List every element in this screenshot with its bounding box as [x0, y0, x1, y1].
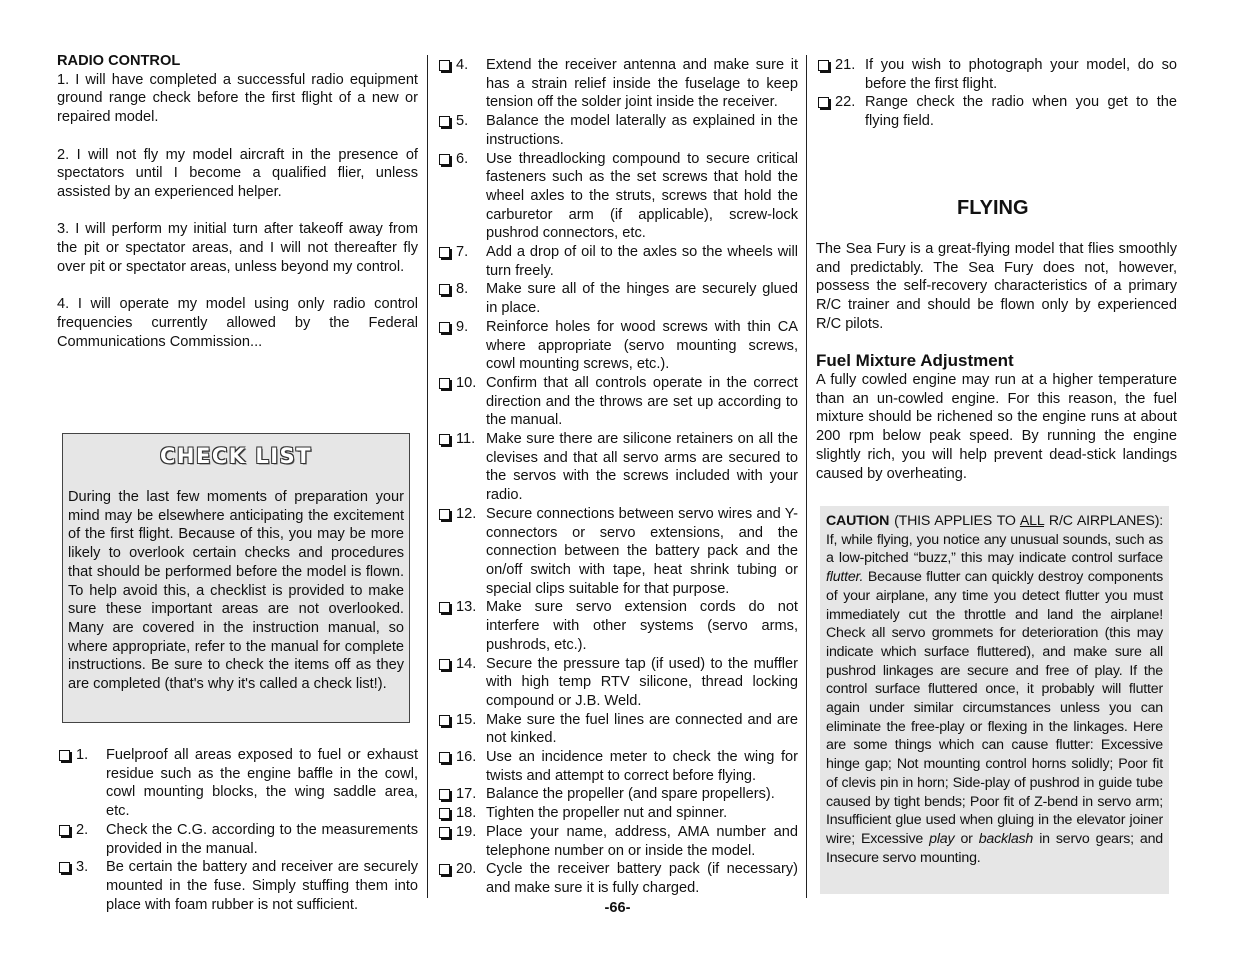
radio-rule-2: 2. I will not fly my model aircraft in the presence of spectators until I become a qualified flier, unless assisted by an experienced helper.	[57, 146, 418, 200]
checklist-item[interactable]: 18. Tighten the propeller nut and spinner.	[437, 804, 798, 823]
checkbox-icon[interactable]	[439, 864, 450, 875]
checklist-title: CHECK LIST	[160, 444, 312, 468]
caution-play-word: play	[929, 830, 955, 847]
checklist-item[interactable]: 21. If you wish to photograph your model, do so before the first flight.	[816, 56, 1177, 93]
radio-control-heading: RADIO CONTROL	[57, 53, 181, 69]
checkbox-icon[interactable]	[59, 750, 70, 761]
checklist-items-col3	[816, 56, 1177, 131]
checklist-item[interactable]: 22. Range check the radio when you get to the flying field.	[816, 93, 1177, 130]
checkbox-icon[interactable]	[439, 434, 450, 445]
checklist-item[interactable]: 19. Place your name, address, AMA number and telephone number on or inside the model.	[437, 823, 798, 860]
checkbox-icon[interactable]	[439, 752, 450, 763]
checkbox-icon[interactable]	[439, 116, 450, 127]
checkbox-icon[interactable]	[818, 97, 829, 108]
checklist-item[interactable]: 9. Reinforce holes for wood screws with thin CA where appropriate (servo mounting screws, cowl mounting screws, etc.).	[437, 318, 798, 374]
checklist-items-col1	[57, 746, 418, 914]
caution-body-a: Because flutter can quickly destroy components of your airplane, any time you detect flutter you must immediately cut the throttle and land the airplane! Check all servo grommets for deterioration (this may indicate which surface fluttered), and make sure all pushrod linkages are secure and free of play. If the control surface fluttered once, it probably will flutter again under similar circumstances unless you can eliminate the free-play or flexing in the linkages. Here are some things which can cause flutter: Excessive hinge gap; Not mounting control horns solidly; Poor fit of clevis pin in horn; Side-play of pushrod in guide tube caused by tight bends; Poor fit of Z-bend in servo arm; Insufficient glue used when gluing in the elevator joiner wire; Excessive	[826, 569, 1163, 847]
checklist-intro-box	[62, 433, 410, 723]
radio-rule-1: 1. I will have completed a successful radio equipment ground range check before the first flight of a new or repaired model.	[57, 71, 418, 126]
caution-all-word: ALL	[1019, 513, 1044, 529]
checkbox-icon[interactable]	[439, 378, 450, 389]
checkbox-icon[interactable]	[439, 808, 450, 819]
checklist-item[interactable]: 8. Make sure all of the hinges are securely glued in place.	[437, 280, 798, 317]
caution-flutter-word: flutter.	[826, 569, 864, 586]
checkbox-icon[interactable]	[818, 60, 829, 71]
checklist-item[interactable]: 6. Use threadlocking compound to secure critical fasteners such as the set screws that hold the wheel axles to the struts, screws that hold the carburetor arm (if applicable), screw-lock pushrod connectors, etc.	[437, 150, 798, 244]
checklist-item[interactable]: 12. Secure connections between servo wires and Y-connectors or servo extensions, and the connection between the battery pack and the on/off switch with tape, heat shrink tubing or special clips suitable for that purpose.	[437, 505, 798, 599]
checkbox-icon[interactable]	[439, 509, 450, 520]
checklist-item[interactable]: 7. Add a drop of oil to the axles so the wheels will turn freely.	[437, 243, 798, 280]
caution-lead-a: (THIS APPLIES TO	[894, 513, 1016, 529]
flying-heading: FLYING	[957, 197, 1029, 219]
checkbox-icon[interactable]	[439, 60, 450, 71]
page-number: -66-	[604, 900, 631, 916]
checklist-item[interactable]: 2. Check the C.G. according to the measurements provided in the manual.	[57, 821, 418, 858]
checkbox-icon[interactable]	[439, 715, 450, 726]
checklist-item[interactable]: 13. Make sure servo extension cords do not interfere with other systems (servo arms, pushrods, etc.).	[437, 598, 798, 654]
checklist-item[interactable]: 5. Balance the model laterally as explained in the instructions.	[437, 112, 798, 149]
checkbox-icon[interactable]	[439, 789, 450, 800]
checklist-item[interactable]: 3. Be certain the battery and receiver are securely mounted in the fuse. Simply stuffing them into place with foam rubber is not sufficient.	[57, 858, 418, 914]
radio-rule-4: 4. I will operate my model using only radio control frequencies currently allowed by the Federal Communications Commission...	[57, 296, 418, 350]
checklist-item[interactable]: 15. Make sure the fuel lines are connected and are not kinked.	[437, 711, 798, 748]
caution-or-word: or	[960, 830, 973, 847]
caution-lead-b: R/C AIRPLANES): If, while flying, you notice any unusual sounds, such as a low-pitched “buzz,” this may indicate control surface	[826, 513, 1163, 567]
checkbox-icon[interactable]	[439, 247, 450, 258]
checkbox-icon[interactable]	[439, 602, 450, 613]
flying-text: The Sea Fury is a great-flying model that flies smoothly and predictably. The Sea Fury does not, however, possess the self-recovery characteristics of a primary R/C trainer and should be flown only by experienced R/C pilots.	[816, 241, 1177, 332]
checkbox-icon[interactable]	[439, 322, 450, 333]
column-left	[57, 52, 418, 370]
column-divider-left	[427, 55, 428, 898]
caution-backlash-word: backlash	[978, 830, 1034, 847]
checklist-item[interactable]: 16. Use an incidence meter to check the wing for twists and attempt to correct before flying.	[437, 748, 798, 785]
checklist-item[interactable]: 11. Make sure there are silicone retainers on all the clevises and that all servo arms are secured to the servos with the screws included with your radio.	[437, 430, 798, 505]
checkbox-icon[interactable]	[439, 659, 450, 670]
checklist-items-col2	[437, 56, 798, 898]
column-divider-right	[806, 55, 807, 898]
checklist-item[interactable]: 14. Secure the pressure tap (if used) to the muffler with high temp RTV silicone, thread locking compound or J.B. Weld.	[437, 655, 798, 711]
checkbox-icon[interactable]	[59, 862, 70, 873]
fuel-mixture-text: A fully cowled engine may run at a higher temperature than an un-cowled engine. For this reason, the fuel mixture should be richened so the engine runs at about 200 rpm below peak speed. By running the engine slightly rich, you will help prevent dead-stick landings caused by overheating.	[816, 372, 1177, 482]
checkbox-icon[interactable]	[59, 825, 70, 836]
checkbox-icon[interactable]	[439, 154, 450, 165]
checklist-item[interactable]: 10. Confirm that all controls operate in the correct direction and the throws are set up according to the manual.	[437, 374, 798, 430]
checkbox-icon[interactable]	[439, 827, 450, 838]
checkbox-icon[interactable]	[439, 284, 450, 295]
checklist-item[interactable]: 4. Extend the receiver antenna and make sure it has a strain relief inside the fuselage to keep tension off the solder joint inside the receiver.	[437, 56, 798, 112]
fuel-mixture-heading: Fuel Mixture Adjustment	[816, 351, 1014, 370]
radio-rule-3: 3. I will perform my initial turn after takeoff away from the pit or spectator areas, and I will not thereafter fly over pit or spectator areas, unless beyond my control.	[57, 221, 418, 275]
checklist-intro-text: During the last few moments of preparation your mind may be elsewhere anticipating the excitement of the first flight. Because of this, you may be more likely to overlook certain checks and procedures that should be performed before the model is flown. To help avoid this, a checklist is provided to make sure these important areas are not overlooked. Many are covered in the instruction manual, so where appropriate, refer to the manual for complete instructions. Be sure to check the items off as they are completed (that's why it's called a check list!).	[68, 489, 404, 693]
checklist-item[interactable]: 17. Balance the propeller (and spare propellers).	[437, 785, 798, 804]
caution-body-b: in servo gears; and Insecure servo mounting.	[826, 830, 1163, 866]
checklist-item[interactable]: 1. Fuelproof all areas exposed to fuel or exhaust residue such as the engine baffle in the cowl, cowl mounting blocks, the wing saddle area, etc.	[57, 746, 418, 821]
caution-label: CAUTION	[826, 513, 890, 529]
checklist-item[interactable]: 20. Cycle the receiver battery pack (if necessary) and make sure it is fully charged.	[437, 860, 798, 897]
caution-box	[820, 506, 1169, 894]
